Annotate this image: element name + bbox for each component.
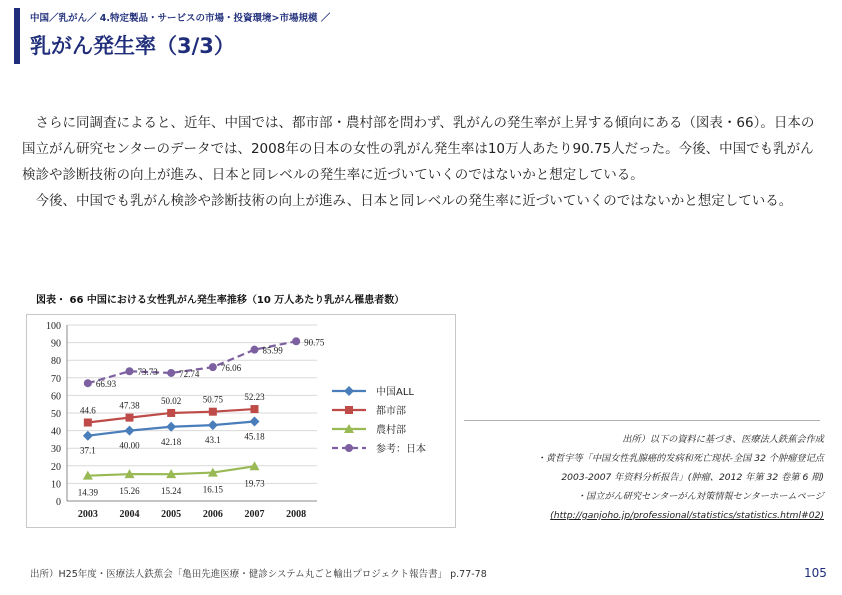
breadcrumb: 中国／乳がん／ 4.特定製品・サービスの市場・投資環境>市場規模 ／: [30, 13, 331, 24]
data-label: 90.75: [304, 337, 325, 348]
data-point: [209, 408, 217, 416]
data-label: 47.38: [119, 400, 140, 411]
data-label: 50.75: [202, 394, 223, 405]
data-label: 72.74: [179, 368, 200, 379]
page-number: 105: [804, 566, 827, 580]
legend-marker: [344, 386, 354, 396]
data-point: [292, 337, 300, 345]
paragraph-2: 今後、中国でも乳がん検診や診断技術の向上が進み、日本と同レベルの発生率に近づいていくのではないかと想定している。: [35, 193, 793, 209]
y-tick-label: 10: [51, 479, 61, 491]
source-notes: [466, 430, 824, 525]
legend-marker: [345, 444, 353, 452]
data-label: 19.73: [244, 478, 265, 489]
legend-label: 都市部: [376, 406, 406, 417]
data-label: 73.73: [137, 367, 158, 378]
data-label: 40.00: [119, 440, 140, 451]
data-point: [167, 369, 175, 377]
data-point: [126, 367, 134, 375]
data-label: 14.39: [77, 487, 98, 498]
legend-label: 中国ALL: [376, 387, 414, 398]
x-tick-label: 2008: [286, 509, 307, 520]
data-label: 45.18: [244, 431, 265, 442]
page-title: 乳がん発生率（3/3）: [30, 34, 235, 58]
data-point: [208, 420, 218, 430]
data-point: [84, 379, 92, 387]
notes-line-3: 2003-2007 年资料分析报告」(肿瘤、2012 年第 32 卷第 6 期): [561, 472, 824, 483]
legend-label: 参考：日本: [376, 444, 426, 455]
notes-line-1: 出所）以下の資料に基づき、医療法人鉄蕉会作成: [622, 434, 824, 445]
x-tick-label: 2004: [119, 509, 140, 520]
data-label: 16.15: [202, 484, 223, 495]
data-point: [250, 416, 260, 426]
notes-line-4: ・国立がん研究センターがん対策情報センターホームページ: [576, 491, 824, 502]
body-text: [22, 110, 822, 214]
y-tick-label: 60: [51, 391, 61, 403]
paragraph-1: さらに同調査によると、近年、中国では、都市部・農村部を問わず、乳がんの発生率が上昇する傾向にある（図表・66）。日本の国立がん研究センターのデータでは、2008年の日本の女性の乳がん発生率は10万人あたり90.75人だった。今後、中国でも乳がん検診や診断技術の向上が進み、日本と同レベルの発生率に近づいていくのではないかと想定している。: [22, 115, 815, 183]
data-label: 52.23: [244, 392, 265, 403]
data-label: 66.93: [95, 379, 117, 390]
data-label: 37.1: [79, 445, 96, 456]
notes-link[interactable]: (http://ganjoho.jp/professional/statistics/statistics.html#02): [550, 510, 824, 521]
y-tick-label: 80: [51, 356, 61, 368]
footer-source: 出所）H25年度・医療法人鉄蕉会「亀田先進医療・健診システム丸ごと輸出プロジェクト報告書」 p.77-78: [30, 569, 487, 580]
line-chart: [27, 315, 455, 527]
data-label: 15.26: [119, 486, 140, 497]
notes-line-2: ・黄哲宇等「中国女性乳腺癌的发病和死亡现状-全国 32 个肿瘤登记点: [536, 453, 824, 464]
y-tick-label: 40: [51, 426, 61, 438]
data-label: 85.99: [262, 345, 283, 356]
data-point: [125, 426, 135, 436]
data-point: [126, 414, 134, 422]
y-tick-label: 30: [51, 444, 61, 456]
data-label: 44.6: [79, 405, 96, 416]
data-point: [167, 409, 175, 417]
y-tick-label: 20: [51, 461, 61, 473]
legend-marker: [345, 406, 353, 414]
y-tick-label: 50: [51, 409, 61, 420]
title-accent-bar: [14, 8, 20, 64]
data-label: 15.24: [161, 486, 182, 497]
data-point: [251, 346, 259, 354]
y-tick-label: 90: [51, 338, 61, 350]
data-label: 43.1: [204, 435, 221, 446]
x-tick-label: 2003: [77, 509, 98, 520]
chart-container: [26, 314, 456, 528]
x-tick-label: 2006: [202, 509, 223, 520]
x-tick-label: 2007: [244, 509, 265, 520]
data-point: [251, 405, 259, 413]
legend-label: 農村部: [376, 425, 406, 436]
notes-divider: [464, 420, 820, 421]
data-label: 76.06: [220, 363, 242, 374]
data-point: [83, 431, 93, 441]
y-tick-label: 100: [46, 321, 61, 332]
x-tick-label: 2005: [161, 509, 182, 520]
figure-caption: 図表・ 66 中国における女性乳がん発生率推移（10 万人あたり乳がん罹患者数）: [36, 295, 405, 306]
data-point: [209, 363, 217, 371]
y-tick-label: 70: [51, 373, 61, 385]
data-point: [84, 419, 92, 427]
y-tick-label: 0: [56, 497, 61, 508]
data-label: 42.18: [161, 436, 182, 447]
data-label: 50.02: [161, 395, 182, 406]
